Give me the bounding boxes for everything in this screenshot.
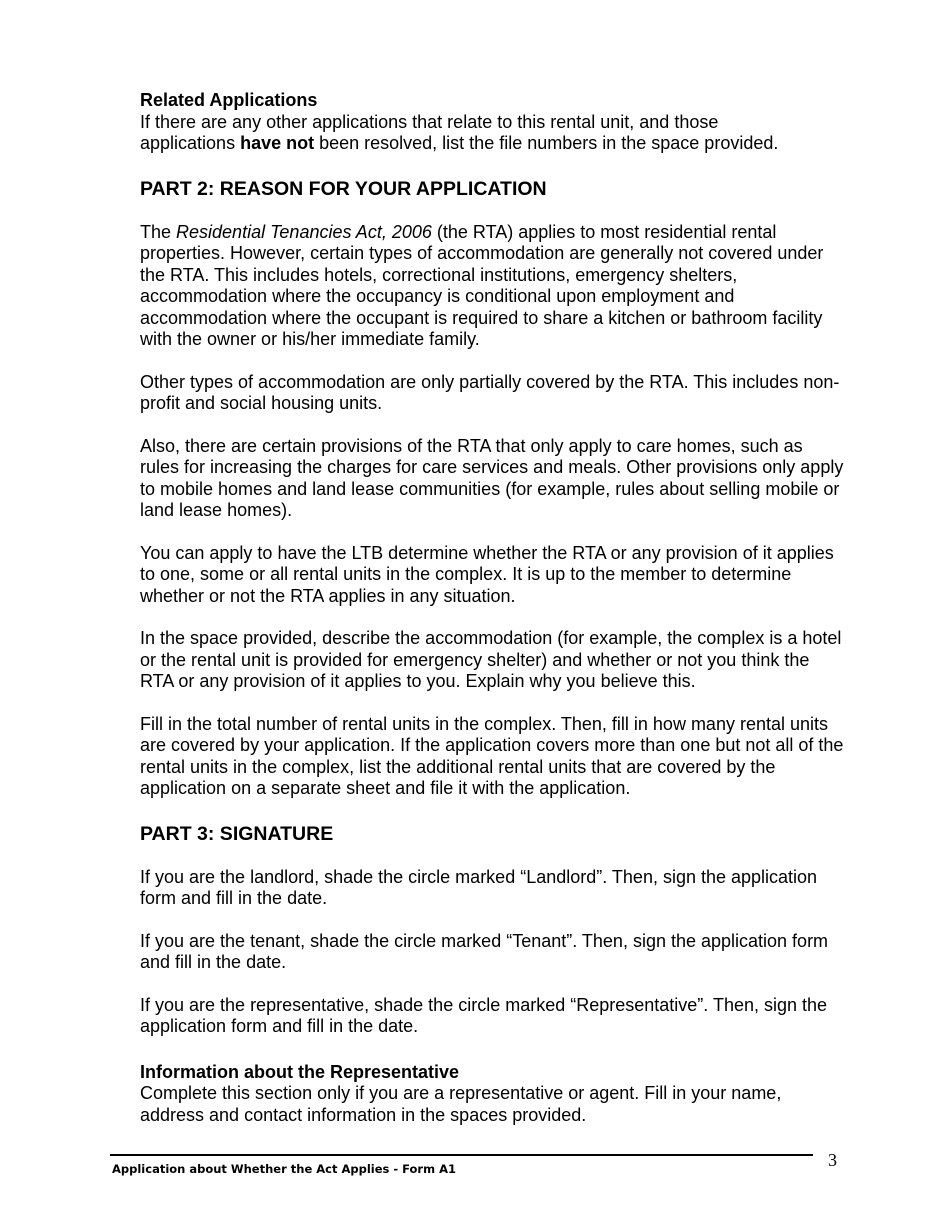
page-number: 3	[828, 1150, 837, 1170]
part3-heading: PART 3: SIGNATURE	[140, 822, 334, 845]
document-body	[140, 90, 845, 1126]
footer-divider	[110, 1154, 813, 1156]
representative-title: Information about the Representative	[140, 1061, 460, 1082]
part2-paragraph-6: Fill in the total number of rental units in the complex. Then, fill in how many rental units are covered by your application. If the application covers more than one but not all of the rental units in the complex, list the additional rental units that are covered by the application on a separate sheet and file it with the application.	[140, 713, 844, 798]
footer-form-title: Application about Whether the Act Applies - Form A1	[112, 1162, 456, 1176]
representative-text: Complete this section only if you are a representative or agent. Fill in your name, address and contact information in the spaces provided.	[140, 1083, 782, 1125]
related-text-before: applications	[140, 133, 241, 153]
related-applications-title: Related Applications	[140, 90, 318, 110]
related-applications-text	[140, 112, 845, 155]
part2-p1-before: The	[140, 221, 177, 242]
part2-p1-act-title: Residential Tenancies Act, 2006	[176, 221, 432, 242]
related-text-after: been resolved, list the file numbers in the space provided.	[314, 133, 779, 153]
part2-paragraph-4: You can apply to have the LTB determine whether the RTA or any provision of it applies to one, some or all rental units in the complex. It is up to the member to determine whether or not the RTA applies in any situation.	[140, 542, 834, 606]
part2-paragraph-1	[140, 222, 845, 351]
part3-paragraph-3: If you are the representative, shade the circle marked “Representative”. Then, sign the application form and fill in the date.	[140, 994, 828, 1036]
related-text-line1: If there are any other applications that relate to this rental unit, and those	[140, 111, 719, 132]
part2-heading: PART 2: REASON FOR YOUR APPLICATION	[140, 177, 547, 200]
part2-paragraph-2: Other types of accommodation are only partially covered by the RTA. This includes non-profit and social housing units.	[140, 371, 840, 413]
part3-paragraph-2: If you are the tenant, shade the circle marked “Tenant”. Then, sign the application form and fill in the date.	[140, 930, 829, 972]
part2-paragraph-5: In the space provided, describe the accommodation (for example, the complex is a hotel or the rental unit is provided for emergency shelter) and whether or not you think the RTA or any provision of it applies to you. Explain why you believe this.	[140, 628, 842, 691]
part2-p1-after: (the RTA) applies to most residential rental properties. However, certain types of accommodation are generally not covered under the RTA. This includes hotels, correctional institutions, emergency shelters, accommodation where the occupancy is conditional upon employment and accommodation where the occupant is required to share a kitchen or bathroom facility with the owner or his/her immediate family.	[140, 221, 824, 349]
part3-paragraph-1: If you are the landlord, shade the circle marked “Landlord”. Then, sign the application form and fill in the date.	[140, 866, 818, 908]
related-text-bold: have not	[240, 133, 315, 153]
part2-paragraph-3: Also, there are certain provisions of the RTA that only apply to care homes, such as rules for increasing the charges for care services and meals. Other provisions only apply to mobile homes and land lease communities (for example, rules about selling mobile or land lease homes).	[140, 435, 844, 520]
